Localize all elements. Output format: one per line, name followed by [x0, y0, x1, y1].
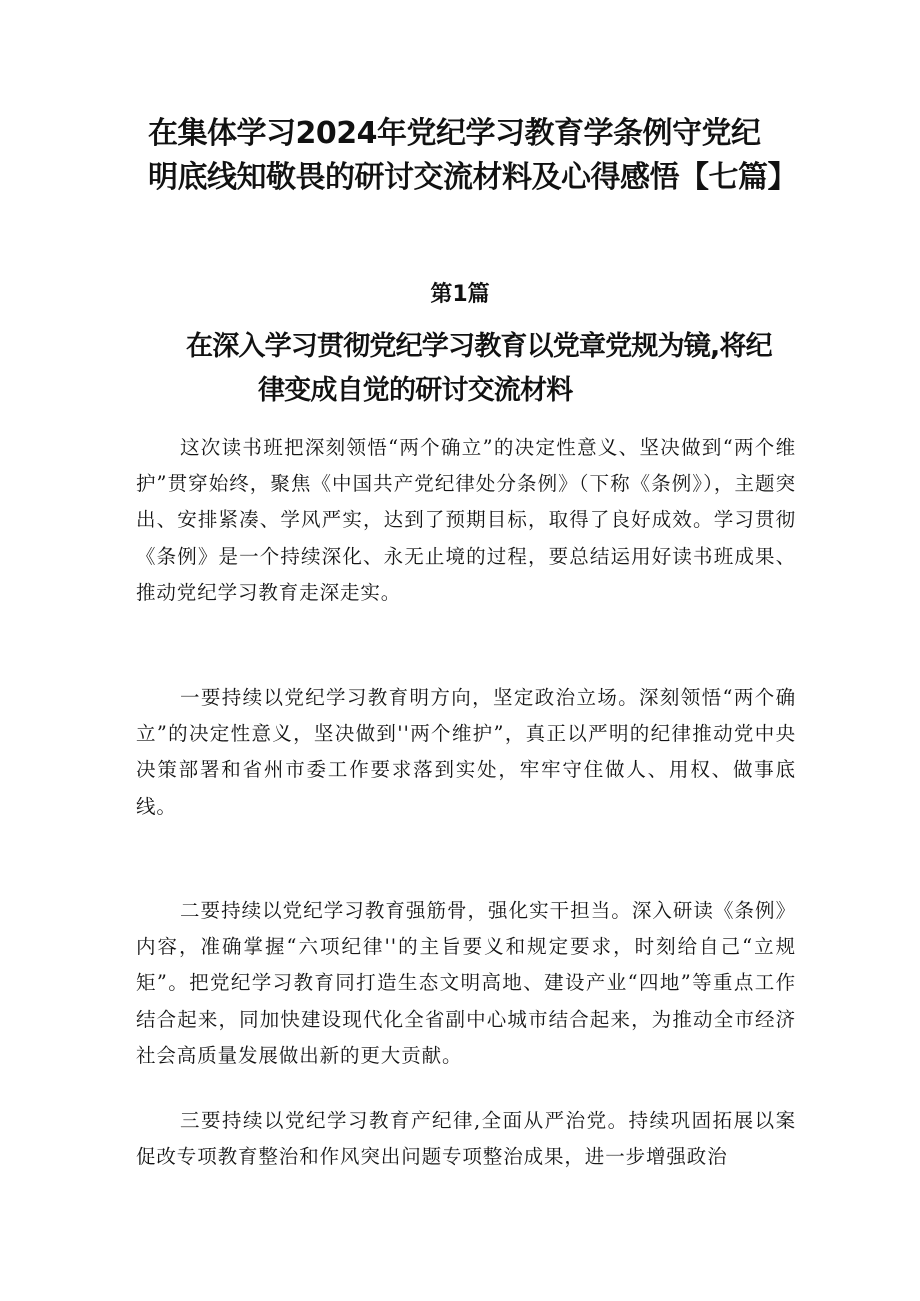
article-title: [186, 325, 786, 413]
document-title: 在集体学习2024年党纪学习教育学条例守党纪明底线知敬畏的研讨交流材料及心得感悟【七篇】: [148, 116, 797, 195]
body-paragraph-1: 这次读书班把深刻领悟“两个确立”的决定性意义、坚决做到“两个维护”贯穿始终，聚焦《中国共产党纪律处分条例》（下称《条例》），主题突出、安排紧凑、学风严实，达到了预期目标，取得了良好成效。学习贯彻《条例》是一个持续深化、永无止境的过程，要总结运用好读书班成果、推动党纪学习教育走深走实。: [136, 436, 796, 604]
article-title-line-2: 律变成自觉的研讨交流材料: [258, 375, 573, 406]
article-title-line-1: 在深入学习贯彻党纪学习教育以党章党规为镜,将纪: [186, 331, 772, 362]
part-label: 第1篇: [430, 282, 490, 307]
body-paragraph-2: 一要持续以党纪学习教育明方向，坚定政治立场。深刻领悟“两个确立”的决定性意义，坚决做到''两个维护”，真正以严明的纪律推动党中央决策部署和省州市委工作要求落到实处，牢牢守住做人、用权、做事底线。: [136, 686, 796, 818]
body-paragraph-4: 三要持续以党纪学习教育产纪律,全面从严治党。持续巩固拓展以案促改专项教育整治和作风突出问题专项整治成果，进一步增强政治: [136, 1109, 796, 1169]
body-paragraph-3: 二要持续以党纪学习教育强筋骨，强化实干担当。深入研读《条例》内容，准确掌握“六项纪律''的主旨要义和规定要求，时刻给自己“立规矩”。把党纪学习教育同打造生态文明高地、建设产业“四地”等重点工作结合起来，同加快建设现代化全省副中心城市结合起来，为推动全市经济社会高质量发展做出新的更大贡献。: [136, 899, 796, 1067]
